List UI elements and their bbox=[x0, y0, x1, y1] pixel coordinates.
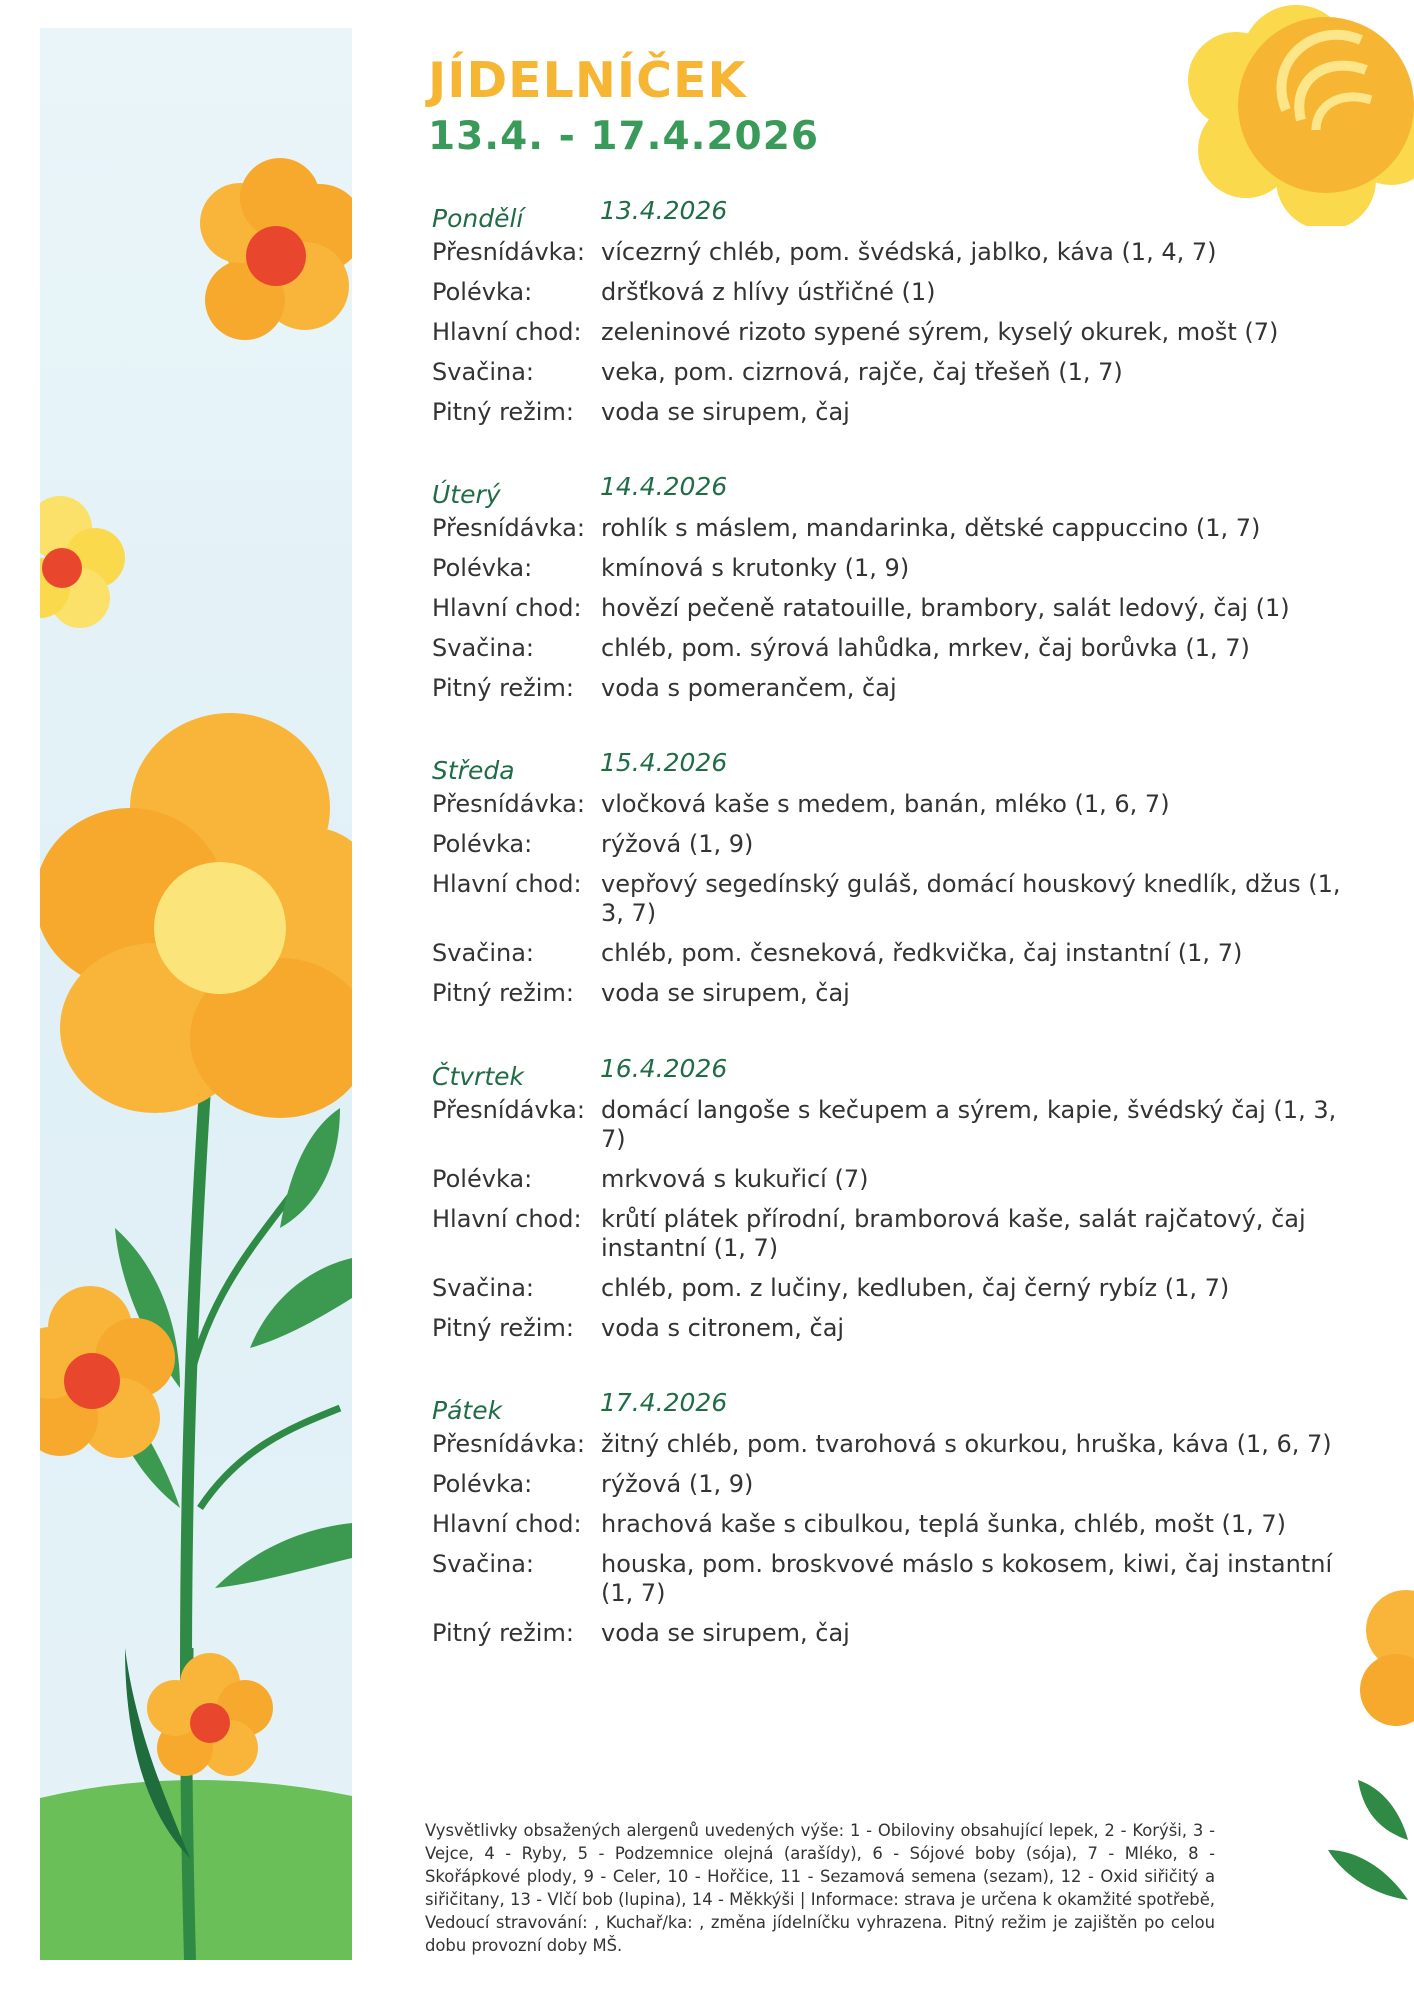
meal-value: veka, pom. cizrnová, rajče, čaj třešeň (1, 7) bbox=[601, 358, 1123, 386]
meal-row bbox=[432, 1096, 1342, 1154]
meal-label: Přesnídávka: bbox=[432, 1096, 585, 1124]
meal-row bbox=[432, 979, 1342, 1008]
day-name: Pátek bbox=[432, 1396, 503, 1425]
meal-label: Svačina: bbox=[432, 1274, 535, 1302]
day-date: 15.4.2026 bbox=[600, 748, 728, 777]
meal-label: Svačina: bbox=[432, 634, 535, 662]
meal-row bbox=[432, 1165, 1342, 1194]
meal-value: rýžová (1, 9) bbox=[601, 1470, 754, 1498]
day-name: Středa bbox=[432, 756, 515, 785]
meal-row bbox=[432, 1430, 1342, 1459]
meal-value: voda se sirupem, čaj bbox=[601, 398, 850, 426]
day-friday bbox=[432, 1388, 1342, 1659]
allergen-footnote: Vysvětlivky obsažených alergenů uvedených výše: 1 - Obiloviny obsahující lepek, 2 - Korýši, 3 - Vejce, 4 - Ryby, 5 - Podzemnice olejná (arašídy), 6 - Sójové boby (sója), 7 - Mléko, 8 - Skořápkové plody, 9 - Celer, 10 - Hořčice, 11 - Sezamová semena (sezam), 12 - Oxid siřičitý a siřičitany, 13 - Vlčí bob (lupina), 14 - Měkkýši | Informace: strava je určena k okamžité spotřebě, Vedoucí stravování: , Kuchař/ka: , změna jídelníčku vyhrazena. Pitný režim je zajištěn po celou dobu provozní doby MŠ. bbox=[425, 1821, 1215, 1956]
meal-row bbox=[432, 1205, 1342, 1263]
menu-date-range: 13.4. - 17.4.2026 bbox=[428, 114, 819, 159]
meal-label: Hlavní chod: bbox=[432, 318, 582, 346]
day-date: 14.4.2026 bbox=[600, 472, 728, 501]
meal-label: Pitný režim: bbox=[432, 1619, 574, 1647]
meal-row bbox=[432, 554, 1342, 583]
meal-row bbox=[432, 1550, 1342, 1608]
meal-row bbox=[432, 790, 1342, 819]
meal-label: Přesnídávka: bbox=[432, 514, 585, 542]
meal-value: voda s citronem, čaj bbox=[601, 1314, 845, 1342]
meal-row bbox=[432, 1274, 1342, 1303]
meal-value: vícezrný chléb, pom. švédská, jablko, káva (1, 4, 7) bbox=[601, 238, 1217, 266]
meal-label: Hlavní chod: bbox=[432, 594, 582, 622]
meal-value: kmínová s krutonky (1, 9) bbox=[601, 554, 910, 582]
meal-label: Polévka: bbox=[432, 1165, 533, 1193]
meal-row bbox=[432, 1470, 1342, 1499]
day-name: Čtvrtek bbox=[432, 1062, 524, 1091]
meal-value: rýžová (1, 9) bbox=[601, 830, 754, 858]
meal-row bbox=[432, 514, 1342, 543]
meal-row bbox=[432, 674, 1342, 703]
meal-label: Polévka: bbox=[432, 1470, 533, 1498]
meal-label: Svačina: bbox=[432, 1550, 535, 1578]
meal-row bbox=[432, 398, 1342, 427]
meal-row bbox=[432, 830, 1342, 859]
meal-value: vločková kaše s medem, banán, mléko (1, 6, 7) bbox=[601, 790, 1170, 818]
meal-label: Pitný režim: bbox=[432, 674, 574, 702]
day-name: Pondělí bbox=[432, 204, 524, 233]
meal-row bbox=[432, 358, 1342, 387]
meal-row bbox=[432, 238, 1342, 267]
sun-illustration bbox=[1176, 0, 1414, 226]
meal-label: Přesnídávka: bbox=[432, 1430, 585, 1458]
meal-value: mrkvová s kukuřicí (7) bbox=[601, 1165, 869, 1193]
meal-value: krůtí plátek přírodní, bramborová kaše, salát rajčatový, čaj instantní (1, 7) bbox=[601, 1205, 1306, 1262]
meal-row bbox=[432, 870, 1342, 928]
meal-value: voda s pomerančem, čaj bbox=[601, 674, 897, 702]
meal-value: zeleninové rizoto sypené sýrem, kyselý okurek, mošt (7) bbox=[601, 318, 1279, 346]
meal-row bbox=[432, 1510, 1342, 1539]
meal-value: voda se sirupem, čaj bbox=[601, 979, 850, 1007]
meal-row bbox=[432, 318, 1342, 347]
meal-label: Hlavní chod: bbox=[432, 1510, 582, 1538]
meal-row bbox=[432, 594, 1342, 623]
meal-value: dršťková z hlívy ústřičné (1) bbox=[601, 278, 936, 306]
meal-label: Polévka: bbox=[432, 554, 533, 582]
meal-label: Přesnídávka: bbox=[432, 238, 585, 266]
menu-title: JÍDELNÍČEK bbox=[428, 52, 747, 109]
meal-label: Pitný režim: bbox=[432, 398, 574, 426]
meal-row bbox=[432, 939, 1342, 968]
meal-label: Svačina: bbox=[432, 358, 535, 386]
day-tuesday bbox=[432, 472, 1342, 714]
day-date: 17.4.2026 bbox=[600, 1388, 728, 1417]
meal-row bbox=[432, 1619, 1342, 1648]
meal-value: žitný chléb, pom. tvarohová s okurkou, hruška, káva (1, 6, 7) bbox=[601, 1430, 1332, 1458]
meal-value: houska, pom. broskvové máslo s kokosem, kiwi, čaj instantní (1, 7) bbox=[601, 1550, 1333, 1607]
meal-label: Polévka: bbox=[432, 278, 533, 306]
meal-label: Přesnídávka: bbox=[432, 790, 585, 818]
meal-value: hovězí pečeně ratatouille, brambory, salát ledový, čaj (1) bbox=[601, 594, 1290, 622]
meal-label: Svačina: bbox=[432, 939, 535, 967]
day-monday bbox=[432, 196, 1342, 438]
flower-illustration-panel bbox=[40, 28, 352, 1960]
meal-value: hrachová kaše s cibulkou, teplá šunka, chléb, mošt (1, 7) bbox=[601, 1510, 1287, 1538]
meal-row bbox=[432, 278, 1342, 307]
meal-label: Pitný režim: bbox=[432, 1314, 574, 1342]
day-name: Úterý bbox=[432, 480, 501, 509]
leaves-illustration bbox=[1318, 1770, 1414, 1910]
day-date: 16.4.2026 bbox=[600, 1054, 728, 1083]
day-date: 13.4.2026 bbox=[600, 196, 728, 225]
meal-row bbox=[432, 634, 1342, 663]
meal-label: Polévka: bbox=[432, 830, 533, 858]
partial-flower-illustration bbox=[1336, 1590, 1414, 1740]
meal-value: chléb, pom. česneková, ředkvička, čaj instantní (1, 7) bbox=[601, 939, 1243, 967]
meal-value: vepřový segedínský guláš, domácí houskový knedlík, džus (1, 3, 7) bbox=[601, 870, 1341, 927]
day-thursday bbox=[432, 1054, 1342, 1354]
meal-label: Hlavní chod: bbox=[432, 1205, 582, 1233]
meal-value: chléb, pom. sýrová lahůdka, mrkev, čaj borůvka (1, 7) bbox=[601, 634, 1250, 662]
meal-value: chléb, pom. z lučiny, kedluben, čaj černý rybíz (1, 7) bbox=[601, 1274, 1230, 1302]
meal-row bbox=[432, 1314, 1342, 1343]
meal-value: voda se sirupem, čaj bbox=[601, 1619, 850, 1647]
meal-label: Pitný režim: bbox=[432, 979, 574, 1007]
meal-value: domácí langoše s kečupem a sýrem, kapie, švédský čaj (1, 3, 7) bbox=[601, 1096, 1337, 1153]
meal-value: rohlík s máslem, mandarinka, dětské cappuccino (1, 7) bbox=[601, 514, 1261, 542]
meal-label: Hlavní chod: bbox=[432, 870, 582, 898]
day-wednesday bbox=[432, 748, 1342, 1019]
